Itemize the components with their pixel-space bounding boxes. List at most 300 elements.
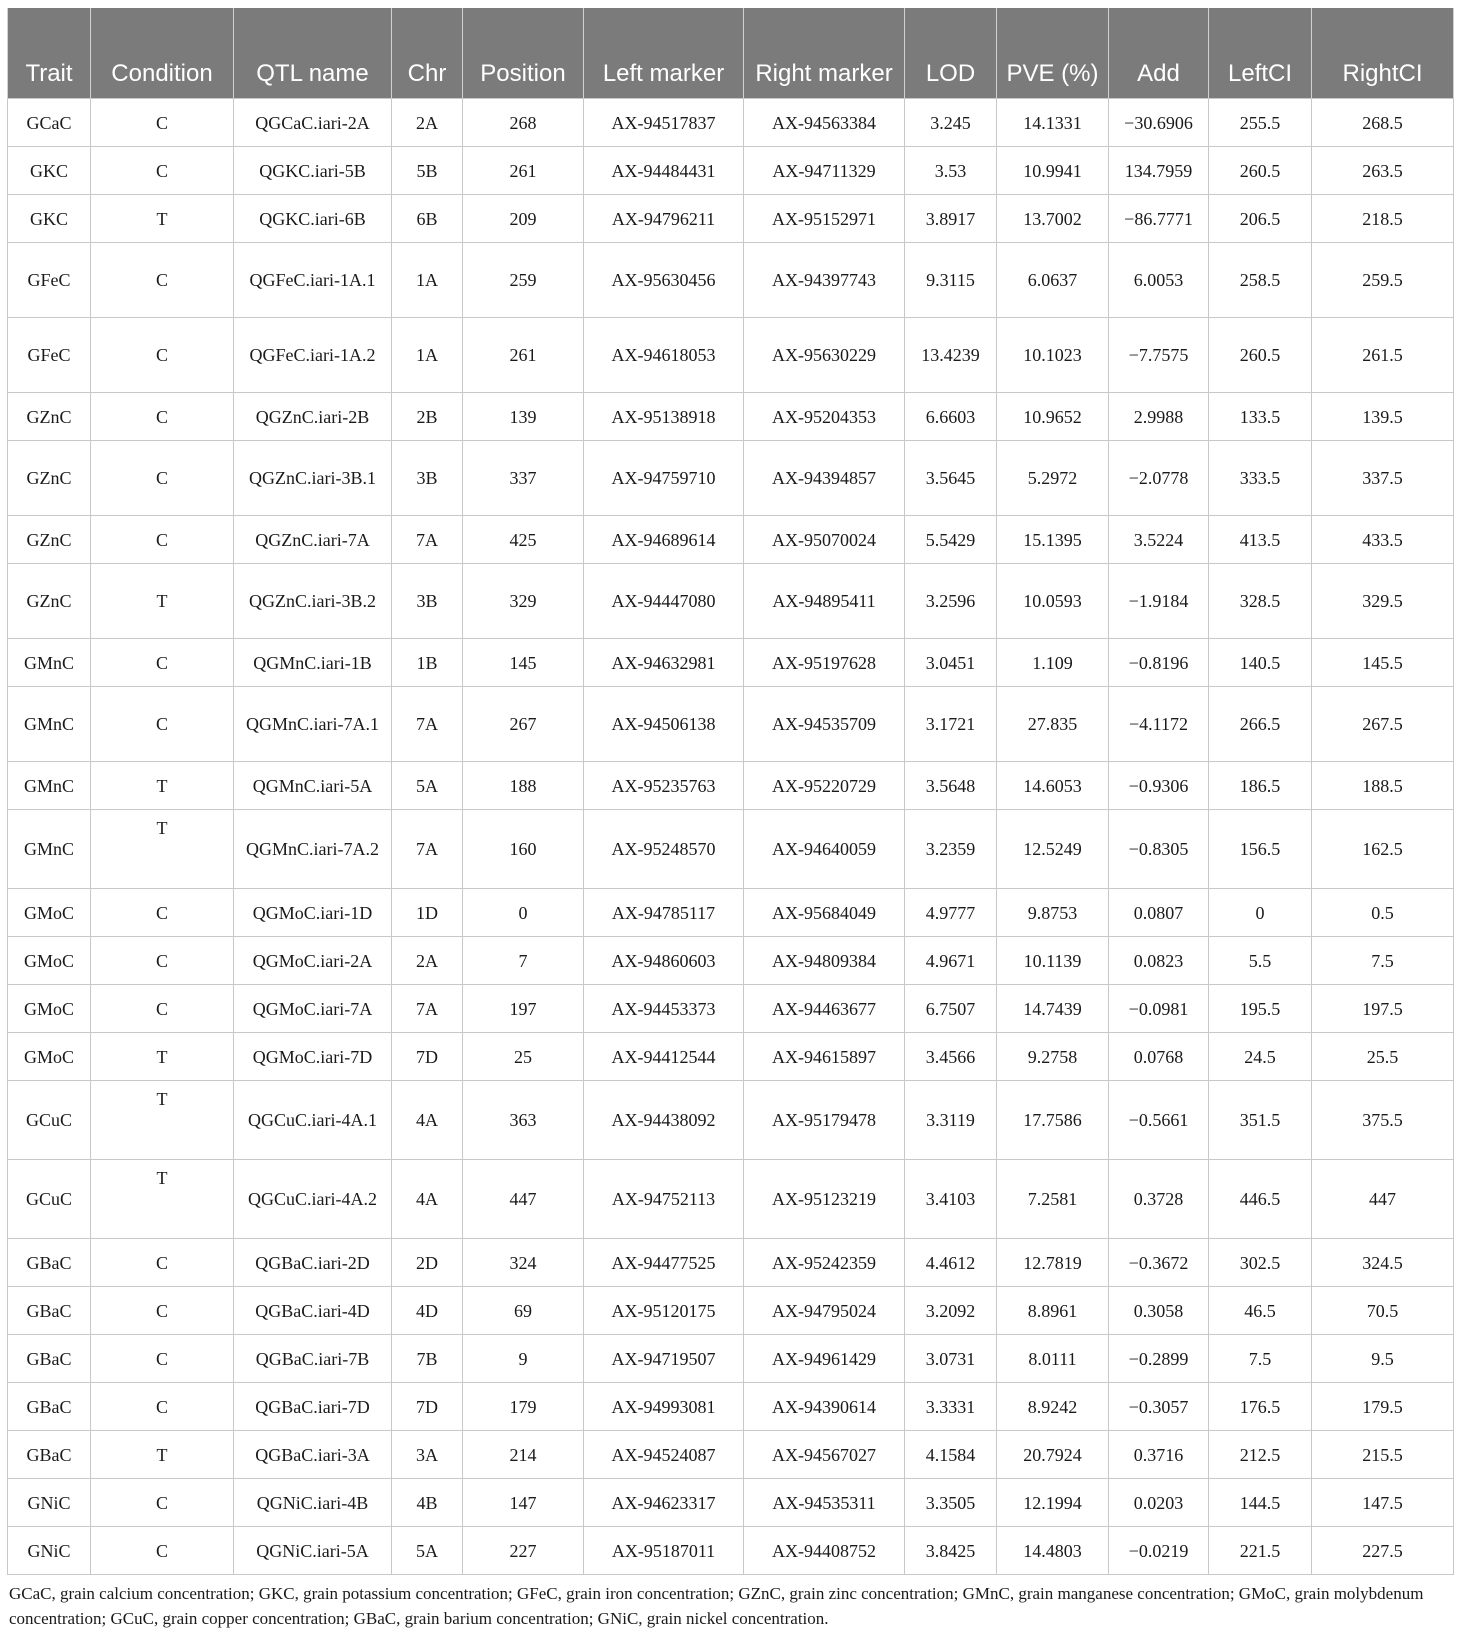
- cell-rightci: 139.5: [1312, 393, 1454, 441]
- cell-pve: 8.0111: [997, 1335, 1109, 1383]
- cell-left-marker: AX-94623317: [584, 1479, 744, 1527]
- cell-left-marker: AX-94524087: [584, 1431, 744, 1479]
- cell-left-marker: AX-94759710: [584, 441, 744, 516]
- cell-add: 3.5224: [1109, 516, 1209, 564]
- cell-right-marker: AX-95630229: [744, 318, 905, 393]
- cell-chr: 4B: [392, 1479, 463, 1527]
- col-header-add: Add: [1109, 8, 1209, 99]
- cell-left-marker: AX-94412544: [584, 1033, 744, 1081]
- cell-trait: GFeC: [8, 318, 91, 393]
- cell-position: 268: [463, 99, 584, 147]
- cell-pve: 7.2581: [997, 1160, 1109, 1239]
- cell-condition: T: [91, 564, 234, 639]
- col-header-leftci: LeftCI: [1209, 8, 1312, 99]
- cell-right-marker: AX-95070024: [744, 516, 905, 564]
- cell-left-marker: AX-95248570: [584, 810, 744, 889]
- cell-trait: GCaC: [8, 99, 91, 147]
- cell-position: 261: [463, 147, 584, 195]
- cell-condition: C: [91, 1239, 234, 1287]
- cell-right-marker: AX-95220729: [744, 762, 905, 810]
- cell-pve: 6.0637: [997, 243, 1109, 318]
- cell-position: 188: [463, 762, 584, 810]
- cell-rightci: 261.5: [1312, 318, 1454, 393]
- cell-rightci: 179.5: [1312, 1383, 1454, 1431]
- cell-right-marker: AX-95197628: [744, 639, 905, 687]
- table-row: [8, 195, 1454, 243]
- table-row: [8, 1160, 1454, 1239]
- cell-pve: 8.9242: [997, 1383, 1109, 1431]
- cell-pve: 12.7819: [997, 1239, 1109, 1287]
- cell-left-marker: AX-94689614: [584, 516, 744, 564]
- cell-position: 139: [463, 393, 584, 441]
- cell-pve: 20.7924: [997, 1431, 1109, 1479]
- cell-condition: C: [91, 393, 234, 441]
- table-row: [8, 1431, 1454, 1479]
- table-row: [8, 1383, 1454, 1431]
- cell-leftci: 186.5: [1209, 762, 1312, 810]
- cell-lod: 3.5648: [905, 762, 997, 810]
- cell-chr: 5A: [392, 1527, 463, 1575]
- cell-pve: 13.7002: [997, 195, 1109, 243]
- cell-trait: GZnC: [8, 393, 91, 441]
- cell-rightci: 9.5: [1312, 1335, 1454, 1383]
- cell-rightci: 329.5: [1312, 564, 1454, 639]
- cell-pve: 10.1139: [997, 937, 1109, 985]
- col-header-chr: Chr: [392, 8, 463, 99]
- cell-trait: GMnC: [8, 687, 91, 762]
- cell-rightci: 25.5: [1312, 1033, 1454, 1081]
- cell-pve: 17.7586: [997, 1081, 1109, 1160]
- cell-rightci: 188.5: [1312, 762, 1454, 810]
- cell-leftci: 255.5: [1209, 99, 1312, 147]
- cell-left-marker: AX-94477525: [584, 1239, 744, 1287]
- cell-right-marker: AX-94961429: [744, 1335, 905, 1383]
- cell-position: 425: [463, 516, 584, 564]
- cell-add: −0.8305: [1109, 810, 1209, 889]
- cell-add: 0.0807: [1109, 889, 1209, 937]
- cell-qtl-name: QGMnC.iari-7A.1: [234, 687, 392, 762]
- cell-qtl-name: QGCaC.iari-2A: [234, 99, 392, 147]
- cell-add: 2.9988: [1109, 393, 1209, 441]
- cell-chr: 1A: [392, 318, 463, 393]
- cell-trait: GMnC: [8, 639, 91, 687]
- cell-rightci: 375.5: [1312, 1081, 1454, 1160]
- cell-qtl-name: QGMoC.iari-2A: [234, 937, 392, 985]
- cell-lod: 4.9777: [905, 889, 997, 937]
- cell-chr: 4D: [392, 1287, 463, 1335]
- cell-condition: T: [91, 762, 234, 810]
- cell-leftci: 140.5: [1209, 639, 1312, 687]
- table-row: [8, 1081, 1454, 1160]
- cell-trait: GZnC: [8, 564, 91, 639]
- cell-position: 267: [463, 687, 584, 762]
- cell-position: 363: [463, 1081, 584, 1160]
- cell-pve: 14.4803: [997, 1527, 1109, 1575]
- cell-left-marker: AX-94719507: [584, 1335, 744, 1383]
- table-row: [8, 937, 1454, 985]
- cell-chr: 2D: [392, 1239, 463, 1287]
- table-row: [8, 99, 1454, 147]
- cell-left-marker: AX-94438092: [584, 1081, 744, 1160]
- cell-leftci: 302.5: [1209, 1239, 1312, 1287]
- col-header-qtl-name: QTL name: [234, 8, 392, 99]
- cell-leftci: 176.5: [1209, 1383, 1312, 1431]
- cell-lod: 3.0451: [905, 639, 997, 687]
- cell-position: 197: [463, 985, 584, 1033]
- cell-qtl-name: QGMoC.iari-7D: [234, 1033, 392, 1081]
- cell-lod: 13.4239: [905, 318, 997, 393]
- cell-add: 0.0823: [1109, 937, 1209, 985]
- table-row: [8, 1239, 1454, 1287]
- cell-rightci: 263.5: [1312, 147, 1454, 195]
- cell-lod: 3.4103: [905, 1160, 997, 1239]
- cell-position: 324: [463, 1239, 584, 1287]
- cell-add: −0.3057: [1109, 1383, 1209, 1431]
- cell-rightci: 227.5: [1312, 1527, 1454, 1575]
- cell-lod: 3.53: [905, 147, 997, 195]
- cell-chr: 7A: [392, 810, 463, 889]
- cell-left-marker: AX-94993081: [584, 1383, 744, 1431]
- cell-right-marker: AX-94795024: [744, 1287, 905, 1335]
- cell-lod: 3.5645: [905, 441, 997, 516]
- cell-rightci: 259.5: [1312, 243, 1454, 318]
- cell-leftci: 46.5: [1209, 1287, 1312, 1335]
- cell-rightci: 218.5: [1312, 195, 1454, 243]
- col-header-left-marker: Left marker: [584, 8, 744, 99]
- cell-condition: C: [91, 243, 234, 318]
- cell-condition: T: [91, 1431, 234, 1479]
- cell-add: −4.1172: [1109, 687, 1209, 762]
- cell-qtl-name: QGBaC.iari-2D: [234, 1239, 392, 1287]
- cell-rightci: 267.5: [1312, 687, 1454, 762]
- cell-rightci: 70.5: [1312, 1287, 1454, 1335]
- cell-right-marker: AX-94567027: [744, 1431, 905, 1479]
- cell-pve: 14.1331: [997, 99, 1109, 147]
- col-header-lod: LOD: [905, 8, 997, 99]
- cell-leftci: 156.5: [1209, 810, 1312, 889]
- cell-chr: 5B: [392, 147, 463, 195]
- table-row: [8, 1479, 1454, 1527]
- cell-trait: GNiC: [8, 1479, 91, 1527]
- cell-right-marker: AX-94895411: [744, 564, 905, 639]
- cell-position: 337: [463, 441, 584, 516]
- cell-condition: C: [91, 985, 234, 1033]
- cell-leftci: 333.5: [1209, 441, 1312, 516]
- cell-leftci: 7.5: [1209, 1335, 1312, 1383]
- col-header-condition: Condition: [91, 8, 234, 99]
- cell-qtl-name: QGMnC.iari-7A.2: [234, 810, 392, 889]
- cell-trait: GMoC: [8, 1033, 91, 1081]
- cell-position: 447: [463, 1160, 584, 1239]
- cell-leftci: 266.5: [1209, 687, 1312, 762]
- cell-lod: 3.3505: [905, 1479, 997, 1527]
- cell-right-marker: AX-94535311: [744, 1479, 905, 1527]
- cell-trait: GNiC: [8, 1527, 91, 1575]
- cell-qtl-name: QGFeC.iari-1A.1: [234, 243, 392, 318]
- cell-pve: 12.5249: [997, 810, 1109, 889]
- cell-add: 0.3716: [1109, 1431, 1209, 1479]
- cell-chr: 1D: [392, 889, 463, 937]
- cell-rightci: 268.5: [1312, 99, 1454, 147]
- cell-chr: 3A: [392, 1431, 463, 1479]
- cell-right-marker: AX-94408752: [744, 1527, 905, 1575]
- cell-right-marker: AX-94394857: [744, 441, 905, 516]
- col-header-position: Position: [463, 8, 584, 99]
- cell-left-marker: AX-94517837: [584, 99, 744, 147]
- cell-left-marker: AX-94618053: [584, 318, 744, 393]
- cell-position: 261: [463, 318, 584, 393]
- cell-condition: C: [91, 147, 234, 195]
- cell-trait: GBaC: [8, 1335, 91, 1383]
- cell-chr: 7D: [392, 1033, 463, 1081]
- cell-qtl-name: QGCuC.iari-4A.2: [234, 1160, 392, 1239]
- cell-left-marker: AX-95187011: [584, 1527, 744, 1575]
- cell-pve: 1.109: [997, 639, 1109, 687]
- cell-chr: 5A: [392, 762, 463, 810]
- cell-pve: 8.8961: [997, 1287, 1109, 1335]
- cell-chr: 7A: [392, 687, 463, 762]
- cell-position: 147: [463, 1479, 584, 1527]
- cell-trait: GMoC: [8, 985, 91, 1033]
- cell-qtl-name: QGBaC.iari-7B: [234, 1335, 392, 1383]
- header-row: [8, 8, 1454, 99]
- cell-leftci: 133.5: [1209, 393, 1312, 441]
- cell-leftci: 351.5: [1209, 1081, 1312, 1160]
- cell-rightci: 147.5: [1312, 1479, 1454, 1527]
- cell-trait: GBaC: [8, 1239, 91, 1287]
- cell-rightci: 215.5: [1312, 1431, 1454, 1479]
- cell-pve: 10.9652: [997, 393, 1109, 441]
- cell-right-marker: AX-95179478: [744, 1081, 905, 1160]
- col-header-trait: Trait: [8, 8, 91, 99]
- cell-left-marker: AX-94484431: [584, 147, 744, 195]
- cell-qtl-name: QGMoC.iari-1D: [234, 889, 392, 937]
- cell-lod: 3.3331: [905, 1383, 997, 1431]
- cell-right-marker: AX-94397743: [744, 243, 905, 318]
- cell-left-marker: AX-94453373: [584, 985, 744, 1033]
- qtl-table: [7, 8, 1454, 1575]
- table-row: [8, 516, 1454, 564]
- cell-pve: 15.1395: [997, 516, 1109, 564]
- cell-add: 0.3728: [1109, 1160, 1209, 1239]
- cell-chr: 2A: [392, 937, 463, 985]
- cell-chr: 1A: [392, 243, 463, 318]
- cell-rightci: 162.5: [1312, 810, 1454, 889]
- cell-add: −7.7575: [1109, 318, 1209, 393]
- table-row: [8, 1527, 1454, 1575]
- cell-qtl-name: QGNiC.iari-4B: [234, 1479, 392, 1527]
- cell-trait: GCuC: [8, 1081, 91, 1160]
- cell-pve: 9.2758: [997, 1033, 1109, 1081]
- cell-leftci: 5.5: [1209, 937, 1312, 985]
- cell-pve: 27.835: [997, 687, 1109, 762]
- cell-rightci: 433.5: [1312, 516, 1454, 564]
- cell-position: 0: [463, 889, 584, 937]
- cell-right-marker: AX-95242359: [744, 1239, 905, 1287]
- col-header-rightci: RightCI: [1312, 8, 1454, 99]
- table-row: [8, 441, 1454, 516]
- cell-condition: C: [91, 1527, 234, 1575]
- cell-right-marker: AX-94463677: [744, 985, 905, 1033]
- cell-add: 0.0203: [1109, 1479, 1209, 1527]
- cell-chr: 3B: [392, 564, 463, 639]
- cell-lod: 3.0731: [905, 1335, 997, 1383]
- cell-rightci: 7.5: [1312, 937, 1454, 985]
- cell-lod: 3.3119: [905, 1081, 997, 1160]
- cell-trait: GBaC: [8, 1287, 91, 1335]
- cell-lod: 3.8425: [905, 1527, 997, 1575]
- cell-add: 134.7959: [1109, 147, 1209, 195]
- cell-condition: C: [91, 639, 234, 687]
- cell-qtl-name: QGMnC.iari-1B: [234, 639, 392, 687]
- cell-lod: 3.2596: [905, 564, 997, 639]
- cell-trait: GCuC: [8, 1160, 91, 1239]
- table-row: [8, 1287, 1454, 1335]
- cell-chr: 7B: [392, 1335, 463, 1383]
- cell-qtl-name: QGNiC.iari-5A: [234, 1527, 392, 1575]
- cell-pve: 12.1994: [997, 1479, 1109, 1527]
- cell-lod: 3.2092: [905, 1287, 997, 1335]
- cell-left-marker: AX-94447080: [584, 564, 744, 639]
- cell-lod: 5.5429: [905, 516, 997, 564]
- cell-left-marker: AX-95138918: [584, 393, 744, 441]
- cell-leftci: 260.5: [1209, 318, 1312, 393]
- cell-lod: 9.3115: [905, 243, 997, 318]
- cell-trait: GBaC: [8, 1431, 91, 1479]
- cell-add: −86.7771: [1109, 195, 1209, 243]
- cell-add: 0.0768: [1109, 1033, 1209, 1081]
- cell-condition: C: [91, 516, 234, 564]
- cell-chr: 7A: [392, 985, 463, 1033]
- cell-condition: C: [91, 1335, 234, 1383]
- cell-position: 209: [463, 195, 584, 243]
- cell-trait: GKC: [8, 195, 91, 243]
- cell-right-marker: AX-94711329: [744, 147, 905, 195]
- cell-rightci: 0.5: [1312, 889, 1454, 937]
- cell-trait: GFeC: [8, 243, 91, 318]
- cell-lod: 3.1721: [905, 687, 997, 762]
- cell-lod: 6.6603: [905, 393, 997, 441]
- cell-condition: T: [91, 1160, 234, 1239]
- cell-qtl-name: QGBaC.iari-3A: [234, 1431, 392, 1479]
- cell-left-marker: AX-95120175: [584, 1287, 744, 1335]
- table-row: [8, 810, 1454, 889]
- cell-pve: 5.2972: [997, 441, 1109, 516]
- cell-add: −0.3672: [1109, 1239, 1209, 1287]
- cell-position: 259: [463, 243, 584, 318]
- table-row: [8, 639, 1454, 687]
- cell-right-marker: AX-94640059: [744, 810, 905, 889]
- table-row: [8, 564, 1454, 639]
- cell-lod: 3.8917: [905, 195, 997, 243]
- cell-pve: 14.6053: [997, 762, 1109, 810]
- cell-trait: GZnC: [8, 516, 91, 564]
- cell-pve: 10.1023: [997, 318, 1109, 393]
- cell-chr: 4A: [392, 1081, 463, 1160]
- cell-chr: 7D: [392, 1383, 463, 1431]
- cell-chr: 7A: [392, 516, 463, 564]
- cell-position: 214: [463, 1431, 584, 1479]
- table-row: [8, 889, 1454, 937]
- cell-add: −0.5661: [1109, 1081, 1209, 1160]
- cell-left-marker: AX-95235763: [584, 762, 744, 810]
- cell-trait: GMoC: [8, 937, 91, 985]
- cell-lod: 4.4612: [905, 1239, 997, 1287]
- cell-chr: 6B: [392, 195, 463, 243]
- cell-condition: C: [91, 889, 234, 937]
- cell-leftci: 24.5: [1209, 1033, 1312, 1081]
- cell-condition: C: [91, 687, 234, 762]
- cell-left-marker: AX-94632981: [584, 639, 744, 687]
- cell-position: 329: [463, 564, 584, 639]
- cell-position: 25: [463, 1033, 584, 1081]
- table-row: [8, 147, 1454, 195]
- cell-add: −0.2899: [1109, 1335, 1209, 1383]
- cell-condition: T: [91, 810, 234, 889]
- cell-condition: C: [91, 99, 234, 147]
- cell-leftci: 195.5: [1209, 985, 1312, 1033]
- cell-pve: 14.7439: [997, 985, 1109, 1033]
- cell-lod: 3.4566: [905, 1033, 997, 1081]
- cell-right-marker: AX-95684049: [744, 889, 905, 937]
- cell-trait: GZnC: [8, 441, 91, 516]
- cell-rightci: 145.5: [1312, 639, 1454, 687]
- cell-qtl-name: QGZnC.iari-3B.2: [234, 564, 392, 639]
- cell-qtl-name: QGCuC.iari-4A.1: [234, 1081, 392, 1160]
- cell-condition: C: [91, 441, 234, 516]
- cell-qtl-name: QGKC.iari-6B: [234, 195, 392, 243]
- cell-leftci: 144.5: [1209, 1479, 1312, 1527]
- cell-qtl-name: QGZnC.iari-2B: [234, 393, 392, 441]
- cell-position: 179: [463, 1383, 584, 1431]
- cell-add: 0.3058: [1109, 1287, 1209, 1335]
- cell-left-marker: AX-94796211: [584, 195, 744, 243]
- cell-right-marker: AX-94563384: [744, 99, 905, 147]
- cell-qtl-name: QGBaC.iari-4D: [234, 1287, 392, 1335]
- cell-add: −0.0981: [1109, 985, 1209, 1033]
- cell-chr: 4A: [392, 1160, 463, 1239]
- cell-condition: C: [91, 1383, 234, 1431]
- cell-pve: 10.0593: [997, 564, 1109, 639]
- cell-leftci: 328.5: [1209, 564, 1312, 639]
- cell-left-marker: AX-94860603: [584, 937, 744, 985]
- cell-lod: 3.2359: [905, 810, 997, 889]
- cell-condition: C: [91, 1479, 234, 1527]
- cell-leftci: 260.5: [1209, 147, 1312, 195]
- cell-right-marker: AX-94390614: [744, 1383, 905, 1431]
- cell-qtl-name: QGFeC.iari-1A.2: [234, 318, 392, 393]
- cell-right-marker: AX-94809384: [744, 937, 905, 985]
- cell-leftci: 221.5: [1209, 1527, 1312, 1575]
- cell-position: 145: [463, 639, 584, 687]
- cell-pve: 9.8753: [997, 889, 1109, 937]
- cell-qtl-name: QGZnC.iari-3B.1: [234, 441, 392, 516]
- cell-leftci: 413.5: [1209, 516, 1312, 564]
- cell-condition: C: [91, 937, 234, 985]
- cell-right-marker: AX-94535709: [744, 687, 905, 762]
- cell-add: −0.9306: [1109, 762, 1209, 810]
- table-row: [8, 1335, 1454, 1383]
- cell-right-marker: AX-95204353: [744, 393, 905, 441]
- cell-qtl-name: QGMnC.iari-5A: [234, 762, 392, 810]
- cell-chr: 3B: [392, 441, 463, 516]
- cell-qtl-name: QGKC.iari-5B: [234, 147, 392, 195]
- table-row: [8, 318, 1454, 393]
- table-row: [8, 243, 1454, 318]
- table-row: [8, 762, 1454, 810]
- cell-leftci: 212.5: [1209, 1431, 1312, 1479]
- cell-rightci: 447: [1312, 1160, 1454, 1239]
